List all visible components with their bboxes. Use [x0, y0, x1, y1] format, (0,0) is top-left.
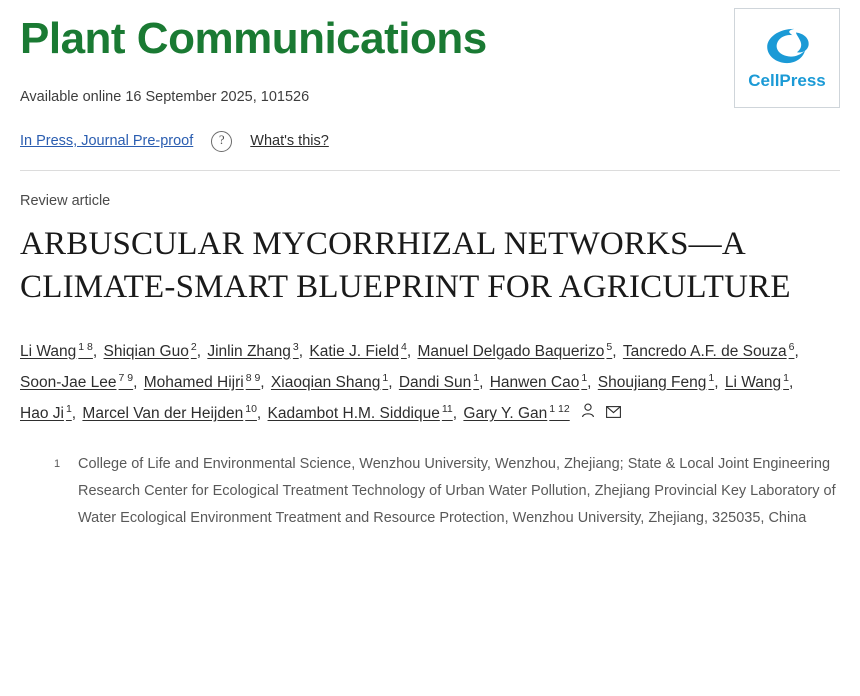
author-link[interactable]: [82, 402, 257, 422]
author-affiliation-marker: 2: [190, 340, 197, 353]
author-link[interactable]: [20, 340, 93, 360]
in-press-link[interactable]: In Press, Journal Pre-proof: [20, 133, 194, 150]
author-link[interactable]: [309, 340, 407, 360]
author-link[interactable]: [724, 371, 789, 391]
author-list: [20, 336, 840, 429]
author-link[interactable]: [143, 371, 261, 391]
list-item: [54, 451, 840, 531]
affiliation-number: 1: [54, 458, 61, 471]
author-affiliation-marker: 7 9: [118, 371, 134, 384]
author-link[interactable]: [103, 340, 197, 360]
cellpress-wordmark: CellPress: [748, 71, 826, 90]
author-separator: ,: [92, 342, 102, 360]
envelope-icon[interactable]: [606, 398, 621, 429]
author-separator: ,: [388, 373, 397, 391]
cellpress-mark-icon: [760, 25, 814, 67]
author-name: Hao Ji: [20, 404, 64, 422]
author-name: Jinlin Zhang: [207, 342, 291, 360]
author-affiliation-marker: 5: [606, 340, 613, 353]
author-name: Katie J. Field: [309, 342, 399, 360]
author-affiliation-marker: 1: [473, 371, 480, 384]
author-separator: ,: [298, 342, 308, 360]
affiliation-text: College of Life and Environmental Science, Wenzhou University, Wenzhou, Zhejiang; State & Local Joint Engineering Research Center for Ecological Treatment Technology of Urban Water Pollution, Zhejiang Provincial Key Laboratory of Water Ecological Environment Treatment and Resource Protection, Wenzhou University, Zhejiang, 325035, China: [78, 456, 836, 526]
author-name: Hanwen Cao: [489, 373, 580, 391]
journal-title: Plant Communications: [20, 14, 487, 63]
author-separator: ,: [789, 373, 794, 391]
author-separator: ,: [133, 373, 142, 391]
available-online-text: Available online 16 September 2025, 101526: [20, 88, 310, 105]
author-separator: ,: [196, 342, 206, 360]
author-name: Li Wang: [20, 342, 77, 360]
author-affiliation-marker: 3: [292, 340, 299, 353]
author-name: Tancredo A.F. de Souza: [622, 342, 787, 360]
author-name: Dandi Sun: [398, 373, 472, 391]
author-name: Shiqian Guo: [103, 342, 189, 360]
author-affiliation-marker: 1 12: [549, 402, 570, 415]
journal-header: [20, 0, 840, 105]
whats-this-link[interactable]: What's this?: [250, 133, 329, 150]
author-separator: ,: [260, 373, 269, 391]
author-link[interactable]: [270, 371, 389, 391]
author-separator: ,: [406, 342, 416, 360]
author-name: Marcel Van der Heijden: [82, 404, 244, 422]
author-affiliation-marker: 1: [382, 371, 389, 384]
person-icon[interactable]: [581, 398, 595, 429]
author-affiliation-marker: 1 8: [78, 340, 93, 353]
author-name: Mohamed Hijri: [143, 373, 244, 391]
author-affiliation-marker: 6: [788, 340, 795, 353]
author-affiliation-marker: 1: [708, 371, 715, 384]
author-link[interactable]: [20, 371, 134, 391]
author-name: Kadambot H.M. Siddique: [267, 404, 440, 422]
author-separator: ,: [479, 373, 488, 391]
author-link[interactable]: [597, 371, 715, 391]
author-name: Soon-Jae Lee: [20, 373, 117, 391]
author-link[interactable]: [417, 340, 613, 360]
status-bar: [20, 131, 840, 171]
page-title: ARBUSCULAR MYCORRHIZAL NETWORKS—A CLIMATE-SMART BLUEPRINT FOR AGRICULTURE: [20, 225, 791, 306]
author-name: Li Wang: [724, 373, 782, 391]
author-name: Shoujiang Feng: [597, 373, 707, 391]
author-affiliation-marker: 4: [400, 340, 407, 353]
author-affiliation-marker: 1: [581, 371, 588, 384]
author-affiliation-marker: 10: [245, 402, 257, 415]
author-separator: ,: [794, 342, 799, 360]
author-link[interactable]: [207, 340, 299, 360]
author-name: Xiaoqian Shang: [270, 373, 381, 391]
author-link[interactable]: [398, 371, 480, 391]
author-separator: ,: [714, 373, 723, 391]
author-affiliation-marker: 8 9: [245, 371, 261, 384]
affiliation-list: [20, 451, 840, 531]
author-affiliation-marker: 1: [65, 402, 72, 415]
cellpress-logo[interactable]: [734, 8, 840, 108]
author-affiliation-marker: 1: [783, 371, 789, 384]
author-link[interactable]: [20, 402, 72, 422]
author-link[interactable]: [267, 402, 453, 422]
author-link[interactable]: [463, 402, 570, 422]
help-icon[interactable]: ?: [211, 131, 232, 152]
author-name: Manuel Delgado Baquerizo: [417, 342, 605, 360]
author-separator: ,: [587, 373, 596, 391]
author-separator: ,: [612, 342, 621, 360]
article-type-label: Review article: [20, 192, 111, 209]
author-separator: ,: [71, 404, 81, 422]
author-affiliation-marker: 11: [441, 402, 453, 415]
author-link[interactable]: [622, 340, 795, 360]
author-separator: ,: [452, 404, 462, 422]
author-name: Gary Y. Gan: [463, 404, 548, 422]
author-link[interactable]: [489, 371, 588, 391]
author-separator: ,: [256, 404, 266, 422]
